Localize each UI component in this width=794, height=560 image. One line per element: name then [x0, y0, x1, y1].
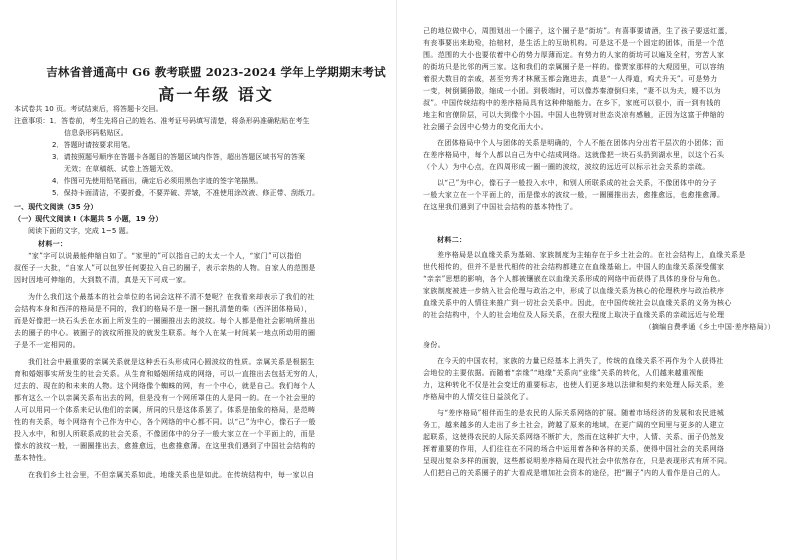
paragraph-line: 社会圈子会因中心势力的变化而大小。 — [423, 123, 548, 131]
paragraph-line: 人可以用同一个体系来记认他们的亲属，所同的只是这体系罢了。体系是抽象的格局，是范畴 — [14, 406, 316, 414]
paragraph-line: 的街坊只是比邻的两三家。这和我们的亲属圈子是一样的。像贾家那样的大观园里，可以容纳 — [423, 63, 725, 71]
paragraph-line: “家”字可以说最能伸缩自如了。“家里的”可以指自己的太太一个人，“家门”可以指伯 — [28, 252, 302, 260]
paragraph-line: 基本特性。 — [14, 454, 51, 462]
paragraph-line: 投入水中，和别人所联系成的社会关系，不像团体中的分子一般大家立在一个平面上的，而是 — [14, 430, 316, 438]
paragraph-line: 身份。 — [423, 341, 446, 349]
sub-section-heading: （一）现代文阅读 I（本题共 5 小题，19 分） — [14, 215, 163, 223]
paragraph-line: 地主和官僚阶层，可以大到像个小国。中国人也特别对世态炎凉有感触，正因为这富于伸缩的 — [423, 111, 725, 119]
paragraph-line: 会结构本身和西洋的格局是不同的，我们的格局不是一捆一捆扎清楚的柴（西洋团体格局）， — [14, 305, 312, 313]
paragraph-line: 子是不一定相同的。 — [14, 341, 81, 349]
instruction-item: 注意事项：1．答卷前，考生先将自己的姓名、准考证号码填写清楚，将条形码准确粘贴在考生 — [14, 117, 310, 125]
paragraph-line: 有丧事要出来助殓，抬棺材，是生活上的互助机构。可是这不是一个固定的团体，而是一个范 — [423, 39, 725, 47]
paragraph-line: 挥着重要的作用，人们往往在不同的场合中运用着各种各样的关系，使得中国社会的关系网络 — [423, 445, 725, 453]
paragraph-line: 着很大数目的亲戚，甚至穷秀才林黛玉都会跑进去，真是“一人得道，鸡犬升天”。可是势力 — [423, 75, 718, 83]
paragraph-line: 的社会结构中，个人的社会地位及人际关系，在很大程度上取决于血缘关系的亲疏远近与伦理 — [423, 311, 725, 319]
material-two-label: 材料二： — [437, 235, 467, 244]
paragraph-line: 为什么我们这个最基本的社会单位的名词会这样不清不楚呢？在我看来却表示了我们的社 — [28, 293, 315, 301]
paragraph-line: 叔”。中国传统结构中的差序格局具有这种伸缩能力。在乡下，家庭可以很小，而一到有钱的 — [423, 99, 721, 107]
paragraph-line: 我们社会中最重要的亲属关系就是这种丢石头形成同心圆波纹的性质。亲属关系是根据生 — [28, 358, 315, 366]
paragraph-line: 与“差序格局”相伴而生的是农民的人际关系网络的扩展。随着市场经济的发展和农民进城 — [437, 409, 725, 417]
paragraph-line: 家族制度被进一步纳入社会伦理与政治之中，形成了以血缘关系为核心的伦理秩序与政治秩序 — [423, 287, 725, 295]
paragraph-line: 务工，越来越多的人走出了乡土社会，跨越了原来的地域，在更广阔的空间里与更多的人建立 — [423, 421, 725, 429]
paragraph-line: 一般大家立在一个平面上的，而是像水的波纹一般，一圈圈推出去，愈推愈远，也愈推愈薄。 — [423, 191, 725, 199]
paragraph-line: 序格局中的人情交往日益淡化了。 — [423, 393, 534, 401]
paragraph-line: 力，这种转化不仅是社会变迁的重要标志，也使人们更多地以法律和契约来处理人际关系，差 — [423, 381, 725, 389]
exam-title: 吉林省普通高中 G6 教考联盟 2023-2024 学年上学期期末考试 — [46, 65, 386, 79]
paragraph-line: 因时因地可伸缩的，大到数不清，真是天下可成一家。 — [14, 276, 191, 284]
paragraph-line: 呈现出复杂多样的面貌，这些都说明差序格局在现代社会中依然存在，只是表现形式有所不同。 — [423, 457, 732, 465]
paragraph-line: 性的有关系，每个网络有个己作为中心，各个网络的中心都不同。以“己”为中心，像石子一般 — [14, 418, 316, 426]
paragraph-line: 叔侄子一大批，“自家人”可以包罗任何要拉入自己的圈子，表示亲热的人物。自家人的范围是 — [14, 264, 316, 272]
material-one-label: 材料一： — [38, 239, 68, 248]
paragraph-line: 人们把自己的关系圈子的扩大看成是增加社会资本的途径，把“圈子”内的人看作是自己的人。 — [423, 469, 725, 477]
paragraph-line: 会地位的主要依据。而随着“亲缘”“地缘”关系向“业缘”关系的转化，人们越来越重视能 — [423, 369, 704, 377]
paragraph-line: 一变，树倒猢狲散，缩成一小团。到极端时，可以像苏秦潦倒归来，“妻不以为夫，嫂不以为 — [423, 87, 721, 95]
instruction-item: 信息条形码粘贴区。 — [64, 129, 128, 137]
paragraph-line: 过去的、现在的和未来的人物。这个网络像个蜘蛛的网，有一个中心，就是自己。我们每个人 — [14, 382, 316, 390]
instruction-item: 4．作图可先使用铅笔画出，确定后必须用黑色字迹的签字笔描黑。 — [52, 177, 263, 185]
paragraph-line: 差序格局是以血缘关系为基础、家族制度为主轴存在于乡土社会的。在社会结构上，血缘关系是 — [437, 251, 746, 259]
paragraph-line: 以“己”为中心，像石子一般投入水中，和别人所联系成的社会关系，不像团体中的分子 — [437, 179, 717, 187]
reading-prompt: 阅读下面的文字，完成 1~5 题。 — [28, 227, 133, 235]
paragraph-line: 育和婚姻事实所发生的社会关系。从生育和婚姻所结成的网络，可以一直推出去包括无穷的人， — [14, 370, 323, 378]
instruction-item: 2．答题时请按要求用笔。 — [52, 141, 135, 149]
paragraph-line: 在我们乡土社会里，不但亲属关系如此，地缘关系也是如此。在传统结构中，每一家以自 — [28, 471, 315, 479]
instructions-intro: 本试卷共 10 页。考试结束后，将答题卡交回。 — [14, 105, 163, 113]
paragraph-line: 在差序格局中，每个人都以自己为中心结成网络。这就像把一块石头扔到湖水里，以这个石头 — [423, 151, 725, 159]
paragraph-line: 起联系，这使得农民的人际关系网络不断扩大，然而在这种扩大中，人情、关系、面子仍然发 — [423, 433, 725, 441]
grade-subject-title: 高一年级 语文 — [158, 85, 274, 104]
paragraph-line: 而是好像把一块石头丢在水面上所发生的一圈圈推出去的波纹。每个人都是他社会影响所推出 — [14, 317, 316, 325]
section-heading: 一、现代文阅读（35 分） — [14, 203, 98, 211]
paragraph-line: 在团体格局中个人与团体的关系是明确的，个人不能在团体内分出若干层次的小团体；而 — [437, 139, 724, 147]
paragraph-line: 像水的波纹一般，一圈圈推出去，愈推愈远，也愈推愈薄。在这里我们遇到了中国社会结构的 — [14, 442, 316, 450]
paragraph-line: 己的地位做中心，周围划出一个圈子，这个圈子是“街坊”。有喜事要请酒，生了孩子要送红蛋， — [423, 27, 733, 35]
instruction-item: 无效；在草稿纸、试卷上答题无效。 — [64, 165, 178, 173]
column-divider — [396, 0, 397, 560]
paragraph-line: 都有这么一个以亲属关系布出去的网，但是没有一个网所罩住的人是同一的。在一个社会里的 — [14, 394, 316, 402]
paragraph-line: 在这里我们遇到了中国社会结构的基本特性了。 — [423, 203, 578, 211]
paragraph-line: 在今天的中国农村，家族的力量已经基本上消失了，传统的血缘关系不再作为个人获得社 — [437, 357, 724, 365]
paragraph-line: （个人）为中心点，在四周形成一圈一圈的波纹，波纹的远近可以标示社会关系的亲疏。 — [423, 163, 710, 171]
paragraph-line: 去的圈子的中心。被圈子的波纹所推及的就发生联系。每个人在某一时间某一地点所动用的圈 — [14, 329, 316, 337]
quote-source: （摘编自费孝通《乡土中国·差序格局》） — [644, 323, 775, 331]
instruction-item: 3．请按照题号顺序在答题卡各题目的答题区域内作答，超出答题区域书写的答案 — [52, 153, 306, 161]
paragraph-line: “亲亲”思想的影响，各个人都被镶嵌在以血缘关系形成的网络中而获得了具体的身份与角色。 — [423, 275, 725, 283]
instruction-item: 5．保持卡面清洁，不要折叠，不要弄破、弄皱，不准使用涂改液、修正带、刮纸刀。 — [52, 189, 320, 197]
paragraph-line: 围。范围的大小也要依着中心的势力厚薄而定。有势力的人家的街坊可以遍及全村，穷苦人家 — [423, 51, 725, 59]
paragraph-line: 血缘关系中的人情往来推广到一切社会关系中。因此，在中国传统社会以血缘关系的义务为核心 — [423, 299, 732, 307]
paragraph-line: 世代相传的，但并不是世代相传的社会结构都建立在血缘基础上。中国人的血缘关系深受儒家 — [423, 263, 725, 271]
